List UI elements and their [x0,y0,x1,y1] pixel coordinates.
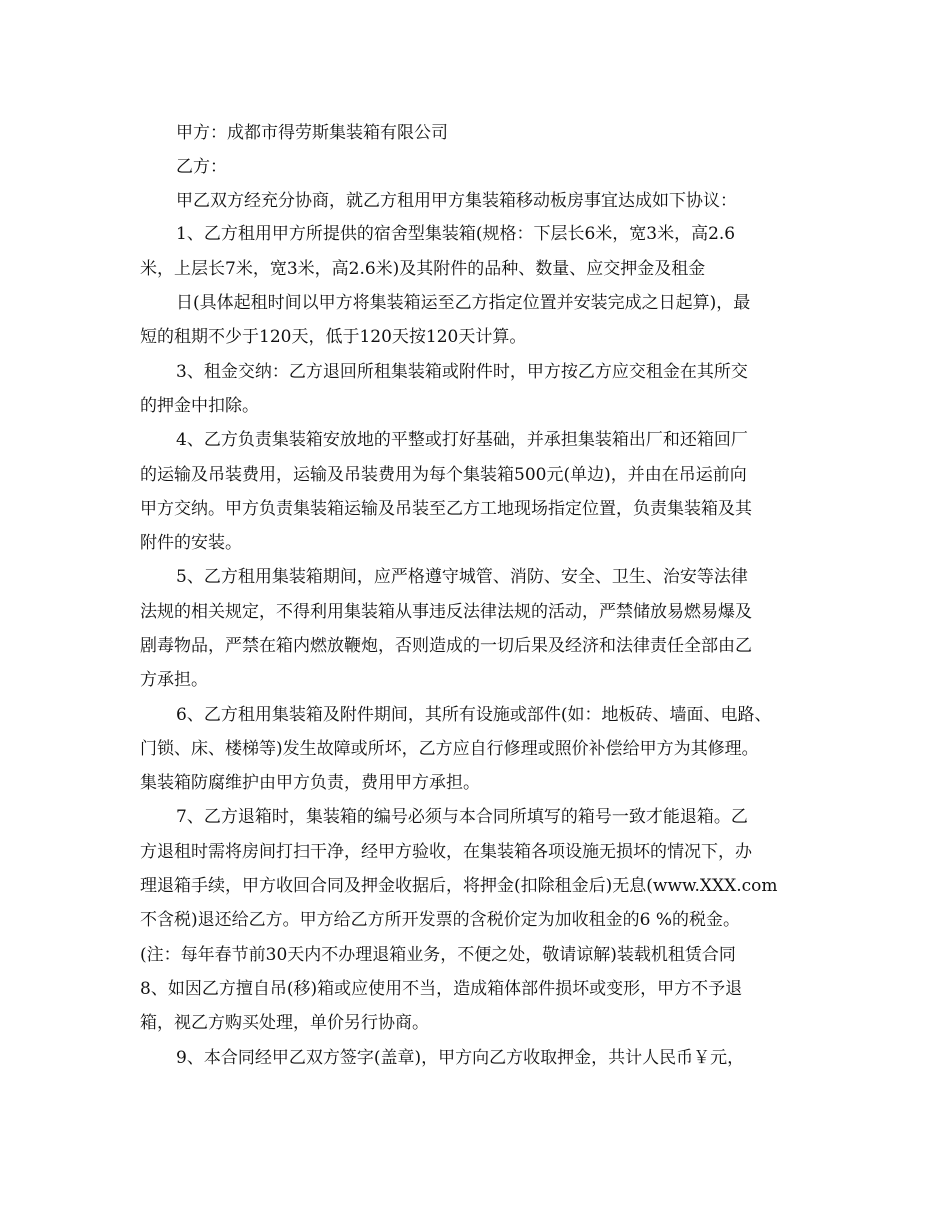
clause-3-line-1: 3、租金交纳：乙方退回所租集装箱或附件时，甲方按乙方应交租金在其所交 [176,362,748,382]
party-b-line: 乙方： [176,157,227,177]
clause-7-line-2: 方退租时需将房间打扫干净，经甲方验收，在集装箱各项设施无损坏的情况下，办 [140,842,752,862]
preamble-line: 甲乙双方经充分协商，就乙方租用甲方集装箱移动板房事宜达成如下协议： [176,191,737,211]
clause-6-line-2: 门锁、床、楼梯等)发生故障或所坏，乙方应自行修理或照价补偿给甲方为其修理。 [140,739,759,759]
clause-1-line-3: 日(具体起租时间以甲方将集装箱运至乙方指定位置并安装完成之日起算)，最 [176,293,751,313]
clause-6-line-1: 6、乙方租用集装箱及附件期间，其所有设施或部件(如：地板砖、墙面、电路、 [176,705,772,725]
clause-9-line-1: 9、本合同经甲乙双方签字(盖章)，甲方向乙方收取押金，共计人民币￥元， [176,1048,745,1068]
clause-8-line-2: 箱，视乙方购买处理，单价另行协商。 [140,1013,429,1033]
clause-4-line-1: 4、乙方负责集装箱安放地的平整或打好基础，并承担集装箱出厂和还箱回厂 [176,430,748,450]
clause-7-line-4: 不含税)退还给乙方。甲方给乙方所开发票的含税价定为加收租金的6 %的税金。 [140,910,741,930]
clause-5-line-2: 法规的相关规定，不得利用集装箱从事违反法律法规的活动，严禁储放易燃易爆及 [140,602,752,622]
clause-5-line-1: 5、乙方租用集装箱期间，应严格遵守城管、消防、安全、卫生、治安等法律 [176,567,748,587]
clause-1-line-2: 米，上层长7米，宽3米，高2.6米)及其附件的品种、数量、应交押金及租金 [140,259,706,279]
clause-1-line-1: 1、乙方租用甲方所提供的宿舍型集装箱(规格：下层长6米，宽3米，高2.6 [176,224,736,244]
clause-6-line-3: 集装箱防腐维护由甲方负责，费用甲方承担。 [140,773,480,793]
clause-1-line-4: 短的租期不少于120天，低于120天按120天计算。 [140,327,527,347]
clause-4-line-4: 附件的安装。 [140,533,242,553]
clause-5-line-4: 方承担。 [140,670,208,690]
clause-7-line-3: 理退箱手续，甲方收回合同及押金收据后，将押金(扣除租金后)无息(www.XXX.com [140,876,778,896]
clause-3-line-2: 的押金中扣除。 [140,396,259,416]
clause-5-line-3: 剧毒物品，严禁在箱内燃放鞭炮，否则造成的一切后果及经济和法律责任全部由乙 [140,636,752,656]
clause-4-line-2: 的运输及吊装费用，运输及吊装费用为每个集装箱500元(单边)，并由在吊运前向 [140,465,747,485]
clause-4-line-3: 甲方交纳。甲方负责集装箱运输及吊装至乙方工地现场指定位置，负责集装箱及其 [140,499,752,519]
clause-8-line-1: 8、如因乙方擅自吊(移)箱或应使用不当，造成箱体部件损坏或变形，甲方不予退 [140,979,743,999]
clause-7-note-line: (注：每年春节前30天内不办理退箱业务，不便之处，敬请谅解)装载机租赁合同 [140,945,736,965]
clause-7-line-1: 7、乙方退箱时，集装箱的编号必须与本合同所填写的箱号一致才能退箱。乙 [176,807,748,827]
party-a-line: 甲方：成都市得劳斯集装箱有限公司 [176,123,448,143]
